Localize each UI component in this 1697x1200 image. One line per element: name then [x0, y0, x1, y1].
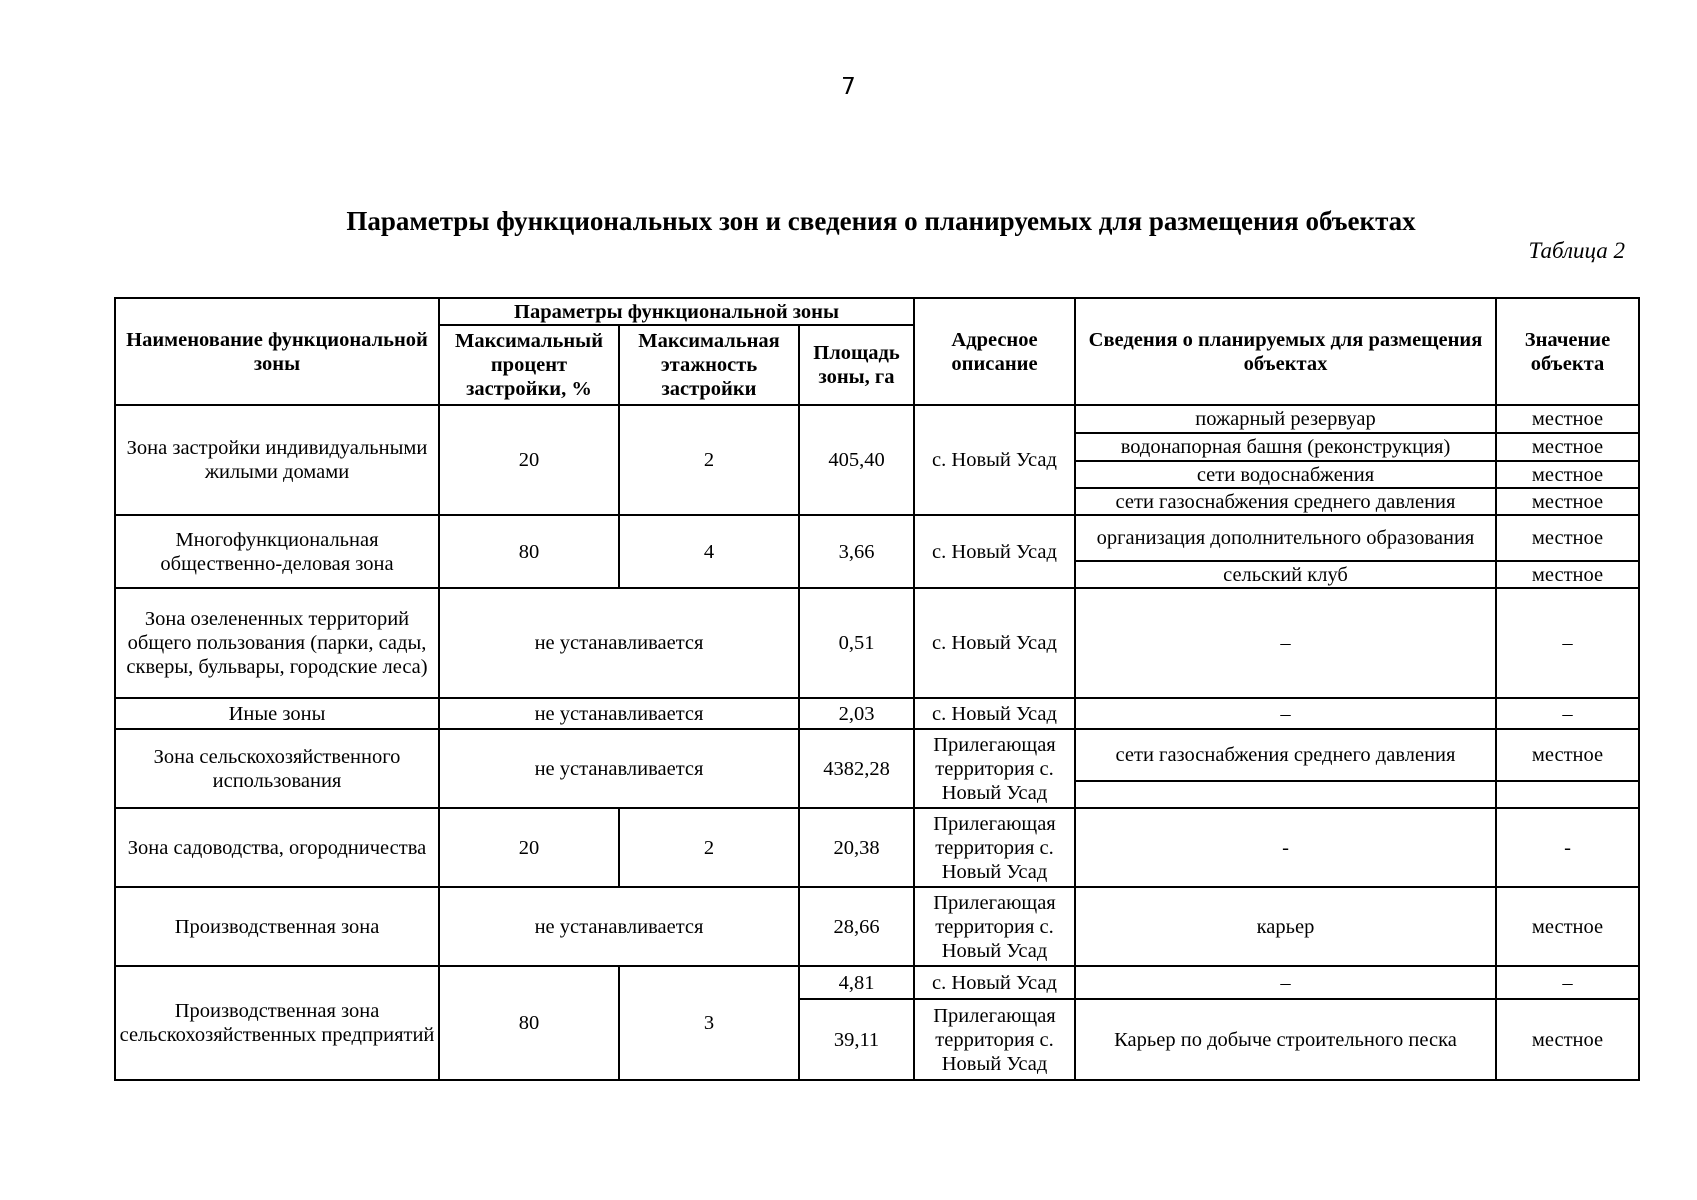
- significance-cell: местное: [1496, 561, 1639, 588]
- table-row: [115, 966, 1639, 999]
- significance-cell: местное: [1496, 433, 1639, 461]
- table-row: [115, 515, 1639, 561]
- significance-cell: -: [1496, 808, 1639, 887]
- floors-cell: 2: [619, 405, 799, 515]
- area-cell: 4382,28: [799, 729, 914, 808]
- table-row: [115, 887, 1639, 966]
- address-cell: Прилегающая территория с. Новый Усад: [914, 887, 1075, 966]
- document-title: Параметры функциональных зон и сведения о планируемых для размещения объектах: [346, 206, 1416, 236]
- area-cell: 405,40: [799, 405, 914, 515]
- significance-cell: местное: [1496, 887, 1639, 966]
- zone-name-cell: Зона застройки индивидуальными жилыми домами: [115, 405, 439, 515]
- object-cell: сети газоснабжения среднего давления: [1075, 729, 1496, 781]
- zone-name-cell: Зона сельскохозяйственного использования: [115, 729, 439, 808]
- object-cell: организация дополнительного образования: [1075, 515, 1496, 561]
- params-cell: не устанавливается: [439, 729, 799, 808]
- header-max-floors: Максимальная этажность застройки: [619, 325, 799, 405]
- address-cell: с. Новый Усад: [914, 698, 1075, 729]
- object-cell: сети водоснабжения: [1075, 461, 1496, 488]
- object-cell: сельский клуб: [1075, 561, 1496, 588]
- address-cell: Прилегающая территория с. Новый Усад: [914, 729, 1075, 808]
- header-zone-name: Наименование функциональной зоны: [115, 298, 439, 405]
- header-objects: Сведения о планируемых для размещения объектах: [1075, 298, 1496, 405]
- significance-cell-empty: [1496, 781, 1639, 808]
- table-row: [115, 588, 1639, 698]
- address-cell: Прилегающая территория с. Новый Усад: [914, 999, 1075, 1080]
- object-cell: –: [1075, 698, 1496, 729]
- table-row: [115, 405, 1639, 433]
- header-significance: Значение объекта: [1496, 298, 1639, 405]
- area-cell: 3,66: [799, 515, 914, 588]
- area-cell: 4,81: [799, 966, 914, 999]
- zones-table: [114, 297, 1640, 1081]
- object-cell: водонапорная башня (реконструкция): [1075, 433, 1496, 461]
- object-cell: пожарный резервуар: [1075, 405, 1496, 433]
- table-row: [115, 698, 1639, 729]
- significance-cell: местное: [1496, 461, 1639, 488]
- object-cell: –: [1075, 588, 1496, 698]
- object-cell: карьер: [1075, 887, 1496, 966]
- object-cell: Карьер по добыче строительного песка: [1075, 999, 1496, 1080]
- table-row: [115, 808, 1639, 887]
- area-cell: 20,38: [799, 808, 914, 887]
- params-cell: не устанавливается: [439, 887, 799, 966]
- area-cell: 28,66: [799, 887, 914, 966]
- header-area: Площадь зоны, га: [799, 325, 914, 405]
- percent-cell: 20: [439, 405, 619, 515]
- header-params-group: Параметры функциональной зоны: [439, 298, 914, 325]
- significance-cell: местное: [1496, 999, 1639, 1080]
- header-max-percent: Максимальный процент застройки, %: [439, 325, 619, 405]
- table-row: [115, 729, 1639, 781]
- object-cell: сети газоснабжения среднего давления: [1075, 488, 1496, 515]
- zone-name-cell: Зона садоводства, огородничества: [115, 808, 439, 887]
- significance-cell: местное: [1496, 729, 1639, 781]
- address-cell: с. Новый Усад: [914, 966, 1075, 999]
- object-cell-empty: [1075, 781, 1496, 808]
- significance-cell: –: [1496, 698, 1639, 729]
- params-cell: не устанавливается: [439, 588, 799, 698]
- significance-cell: –: [1496, 966, 1639, 999]
- significance-cell: –: [1496, 588, 1639, 698]
- params-cell: не устанавливается: [439, 698, 799, 729]
- floors-cell: 4: [619, 515, 799, 588]
- object-cell: -: [1075, 808, 1496, 887]
- address-cell: с. Новый Усад: [914, 405, 1075, 515]
- significance-cell: местное: [1496, 515, 1639, 561]
- percent-cell: 80: [439, 515, 619, 588]
- zone-name-cell: Иные зоны: [115, 698, 439, 729]
- header-address: Адресное описание: [914, 298, 1075, 405]
- significance-cell: местное: [1496, 405, 1639, 433]
- table-caption: Таблица 2: [1528, 238, 1625, 263]
- floors-cell: 2: [619, 808, 799, 887]
- area-cell: 0,51: [799, 588, 914, 698]
- address-cell: Прилегающая территория с. Новый Усад: [914, 808, 1075, 887]
- floors-cell: 3: [619, 966, 799, 1080]
- percent-cell: 20: [439, 808, 619, 887]
- address-cell: с. Новый Усад: [914, 515, 1075, 588]
- area-cell: 39,11: [799, 999, 914, 1080]
- zone-name-cell: Зона озелененных территорий общего пользования (парки, сады, скверы, бульвары, городские леса): [115, 588, 439, 698]
- area-cell: 2,03: [799, 698, 914, 729]
- object-cell: –: [1075, 966, 1496, 999]
- page-number: 7: [841, 74, 856, 100]
- zone-name-cell: Производственная зона: [115, 887, 439, 966]
- zone-name-cell: Многофункциональная общественно-деловая зона: [115, 515, 439, 588]
- zone-name-cell: Производственная зона сельскохозяйственных предприятий: [115, 966, 439, 1080]
- significance-cell: местное: [1496, 488, 1639, 515]
- percent-cell: 80: [439, 966, 619, 1080]
- address-cell: с. Новый Усад: [914, 588, 1075, 698]
